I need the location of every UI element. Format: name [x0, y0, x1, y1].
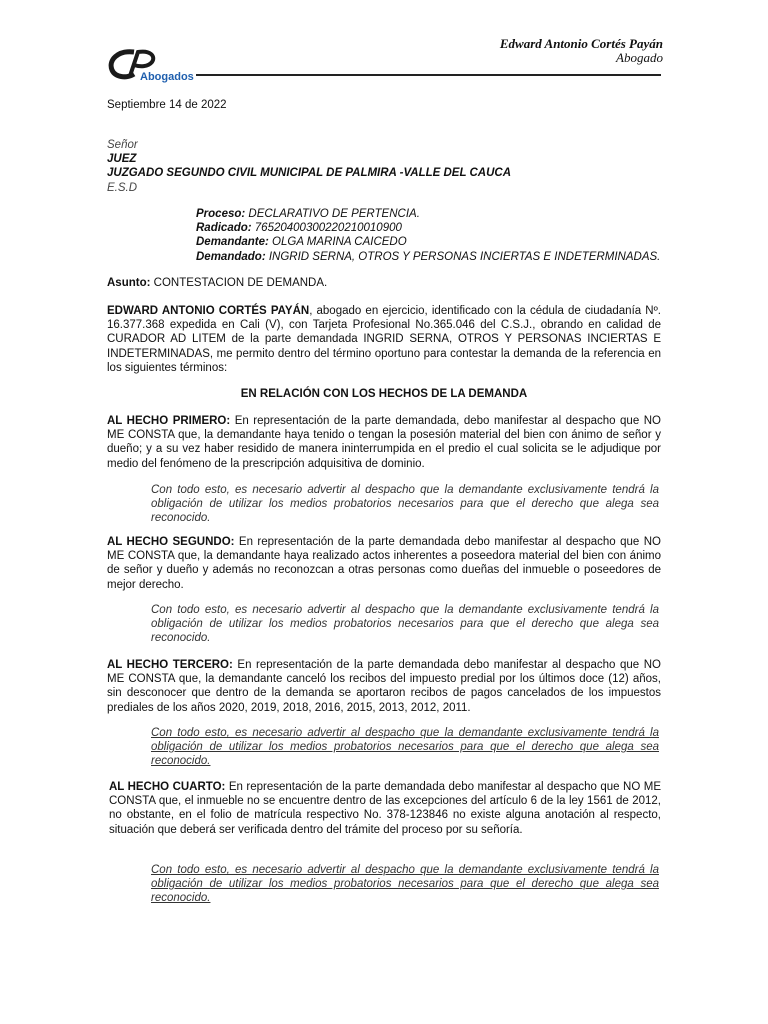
hecho-cuarto: AL HECHO CUARTO: En representación de la parte demandada debo manifestar al despacho que NO ME CONSTA que, el inmueble no se encuentre dentro de las excepciones del artículo 6 de la ley 1561 de 2012, no obstante, en el folio de matrícula respectivo No. 378-123846 no existe alguna anotación al respecto, situación que deberá ser verificada dentro del trámite del proceso por su señoría.: [109, 781, 661, 836]
recipient-block: [107, 138, 511, 195]
asunto-line: Asunto: CONTESTACION DE DEMANDA.: [107, 277, 328, 289]
hecho-segundo-note: Con todo esto, es necesario advertir al despacho que la demandante exclusivamente tendrá la obligación de utilizar los medios probatorios necesarios para que el derecho que alega sea reconocido.: [151, 604, 659, 645]
radicado-line: Radicado: 76520400300220210010900: [196, 222, 402, 235]
svg-text:Abogados: Abogados: [140, 71, 194, 83]
hecho-primero: AL HECHO PRIMERO: En representación de la parte demandada, debo manifestar al despacho que NO ME CONSTA que, la demandante haya tenido o tengan la posesión material del bien con ánimo de señor y dueño; y a su vez haber residido de manera ininterrumpida en el predio el cual solicita se le adjudique por medio del fenómeno de la prescripción adquisitiva de dominio.: [107, 415, 661, 470]
letter-date: Septiembre 14 de 2022: [107, 99, 227, 111]
lawyer-title: Abogado: [616, 50, 663, 65]
header-rule: [196, 74, 661, 76]
proceso-line: Proceso: DECLARATIVO DE PERTENCIA.: [196, 208, 420, 220]
hecho-cuarto-note: Con todo esto, es necesario advertir al despacho que la demandante exclusivamente tendrá la obligación de utilizar los medios probatorios necesarios para que el derecho que alega sea reconocido.: [151, 864, 659, 905]
lawyer-name: Edward Antonio Cortés Payán: [499, 36, 663, 51]
esd-line: E.S.D: [107, 181, 138, 194]
intro-paragraph: EDWARD ANTONIO CORTÉS PAYÁN, abogado en ejercicio, identificado con la cédula de ciudadanía Nº. 16.377.368 expedida en Cali (V), con Tarjeta Profesional No.365.046 del C.S.J., obrando en calidad de CURADOR AD LITEM de la parte demandada INGRID SERNA, OTROS Y PERSONAS INCIERTAS E INDETERMINADAS, me permito dentro del término oportuno para contestar la demanda de la referencia en los siguientes términos:: [107, 305, 662, 374]
section-heading: EN RELACIÓN CON LOS HECHOS DE LA DEMANDA: [240, 388, 528, 400]
recipient-title: JUEZ: [107, 153, 137, 166]
hecho-primero-note: Con todo esto, es necesario advertir al despacho que la demandante exclusivamente tendrá la obligación de utilizar los medios probatorios necesarios para que el derecho que alega sea reconocido.: [151, 484, 659, 525]
hecho-segundo: AL HECHO SEGUNDO: En representación de la parte demandada debo manifestar al despacho que NO ME CONSTA que, la demandante haya realizado actos inherentes a poseedora material del bien con ánimo de señor y dueño y además no reconozcan a otras personas como dueñas del inmueble o poseedores de mejor derecho.: [107, 536, 661, 591]
court-name: JUZGADO SEGUNDO CIVIL MUNICIPAL DE PALMIRA -VALLE DEL CAUCA: [107, 167, 512, 180]
demandado-line: Demandado: INGRID SERNA, OTROS Y PERSONAS INCIERTAS E INDETERMINADAS.: [196, 250, 661, 263]
case-metadata: [196, 207, 660, 264]
hecho-tercero-note: Con todo esto, es necesario advertir al despacho que la demandante exclusivamente tendrá la obligación de utilizar los medios probatorios necesarios para que el derecho que alega sea reconocido.: [151, 727, 659, 768]
hecho-tercero: AL HECHO TERCERO: En representación de la parte demandada debo manifestar al despacho que NO ME CONSTA que, la demandante canceló los recibos del impuesto predial por los últimos doce (12) años, sin desconocer que dentro de la demanda se aportaron recibos de pagos cancelados de los impuestos prediales de los años 2020, 2019, 2018, 2016, 2015, 2013, 2012, 2011.: [107, 659, 661, 714]
demandante-line: Demandante: OLGA MARINA CAICEDO: [196, 236, 407, 249]
salutation: Señor: [107, 139, 138, 151]
firm-logo: [104, 46, 196, 84]
